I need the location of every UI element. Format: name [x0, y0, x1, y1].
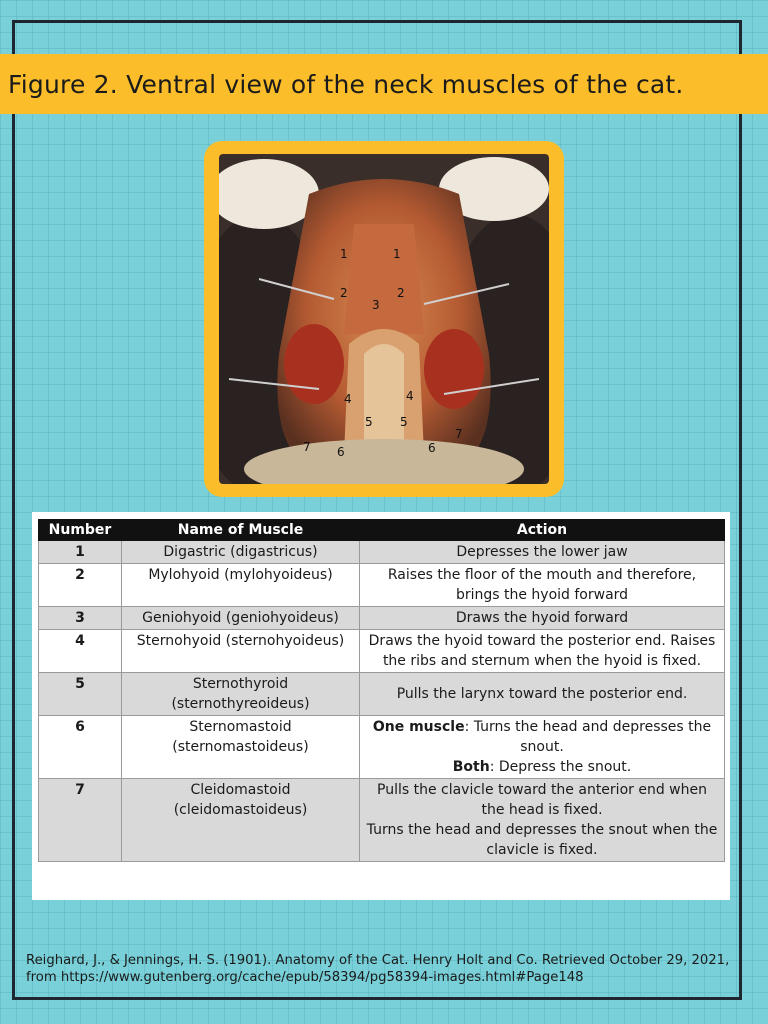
photo-label-3: 3: [372, 298, 380, 312]
table-row: [39, 779, 725, 862]
row-number: 7: [39, 779, 122, 862]
row-number: 2: [39, 564, 122, 607]
row-action: Pulls the larynx toward the posterior end.: [360, 673, 725, 716]
action-text: : Turns the head and depresses the snout.: [464, 719, 712, 755]
photo-label-7-right: 7: [455, 427, 463, 441]
table-row: [39, 541, 725, 564]
photo-label-1-left: 1: [340, 247, 348, 261]
action-line-both: [364, 757, 720, 777]
trachea: [364, 344, 404, 444]
photo-label-6-right: 6: [428, 441, 436, 455]
table-header-row: [39, 520, 725, 541]
central-muscle: [344, 224, 424, 334]
dissection-photo: [219, 154, 549, 484]
row-action: [360, 779, 725, 862]
row-action: Depresses the lower jaw: [360, 541, 725, 564]
photo-label-6-left: 6: [337, 445, 345, 459]
photo-label-7-left: 7: [303, 440, 311, 454]
row-muscle-name: Sternothyroid (sternothyreoideus): [122, 673, 360, 716]
action-line: Turns the head and depresses the snout when the clavicle is fixed.: [366, 822, 718, 858]
row-number: 5: [39, 673, 122, 716]
photo-label-5-left: 5: [365, 415, 373, 429]
row-action: Draws the hyoid toward the posterior end. Raises the ribs and sternum when the hyoid is fixed.: [360, 630, 725, 673]
action-line: Pulls the clavicle toward the anterior end when the head is fixed.: [377, 782, 707, 818]
photo-label-4-right: 4: [406, 389, 414, 403]
row-action: Draws the hyoid forward: [360, 607, 725, 630]
table-row: [39, 673, 725, 716]
row-number: 4: [39, 630, 122, 673]
table-row: [39, 716, 725, 779]
muscle-table: [38, 519, 725, 862]
action-bold-label: Both: [452, 759, 490, 775]
header-name: Name of Muscle: [122, 520, 360, 541]
row-number: 6: [39, 716, 122, 779]
action-text: : Depress the snout.: [489, 759, 632, 775]
citation: Reighard, J., & Jennings, H. S. (1901). Anatomy of the Cat. Henry Holt and Co. Retrieved October 29, 2021, from https://www.gutenberg.org/cache/epub/58394/pg58394-images.html#Page148: [26, 953, 730, 985]
row-muscle-name: Mylohyoid (mylohyoideus): [122, 564, 360, 607]
red-tissue-left: [284, 324, 344, 404]
title-band: [0, 54, 768, 114]
red-tissue-right: [424, 329, 484, 409]
photo-frame: [204, 141, 564, 497]
header-number: Number: [39, 520, 122, 541]
row-number: 1: [39, 541, 122, 564]
action-line-one-muscle: [364, 717, 720, 757]
photo-label-5-right: 5: [400, 415, 408, 429]
row-muscle-name: Sternomastoid (sternomastoideus): [122, 716, 360, 779]
row-muscle-name: Sternohyoid (sternohyoideus): [122, 630, 360, 673]
header-action: Action: [360, 520, 725, 541]
row-muscle-name: Cleidomastoid (cleidomastoideus): [122, 779, 360, 862]
table-row: [39, 564, 725, 607]
row-number: 3: [39, 607, 122, 630]
muscle-table-card: [32, 512, 730, 900]
figure-title: Figure 2. Ventral view of the neck muscles of the cat.: [8, 69, 684, 99]
photo-label-1-right: 1: [393, 247, 401, 261]
photo-label-2-left: 2: [340, 286, 348, 300]
row-action: Raises the floor of the mouth and therefore, brings the hyoid forward: [360, 564, 725, 607]
photo-label-4-left: 4: [344, 392, 352, 406]
photo-label-2-right: 2: [397, 286, 405, 300]
row-muscle-name: Geniohyoid (geniohyoideus): [122, 607, 360, 630]
table-row: [39, 630, 725, 673]
action-bold-label: One muscle: [372, 719, 465, 735]
row-muscle-name: Digastric (digastricus): [122, 541, 360, 564]
table-row: [39, 607, 725, 630]
row-action: [360, 716, 725, 779]
